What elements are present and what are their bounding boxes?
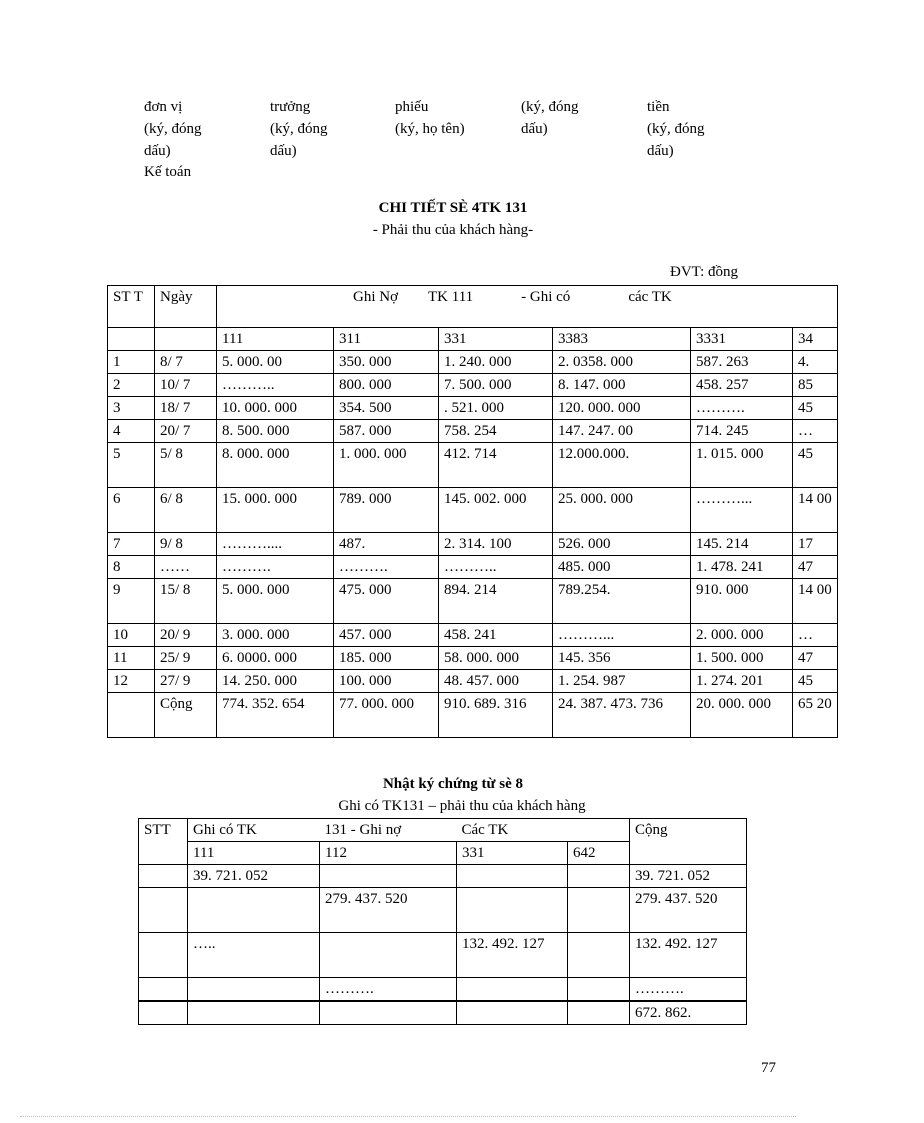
- table-cell: 20. 000. 000: [691, 693, 793, 738]
- table-cell: 77. 000. 000: [334, 693, 439, 738]
- table-cell: 47: [793, 556, 838, 579]
- table-cell: [188, 1001, 320, 1025]
- table-cell: 800. 000: [334, 374, 439, 397]
- table-cell: 910. 000: [691, 579, 793, 624]
- table-cell: 475. 000: [334, 579, 439, 624]
- table-cell: 487.: [334, 533, 439, 556]
- table-cell: 2. 000. 000: [691, 624, 793, 647]
- table-cell: 5: [108, 443, 155, 488]
- table-row: [139, 978, 747, 1002]
- account-cell: 112: [320, 842, 457, 865]
- table-cell: 789.254.: [553, 579, 691, 624]
- account-cell: [108, 328, 155, 351]
- table-cell: …: [793, 624, 838, 647]
- ledger-table: [107, 285, 838, 738]
- table-cell: ……….: [320, 978, 457, 1002]
- signature-line: (ký, đóng: [270, 121, 328, 137]
- table-cell: 1. 478. 241: [691, 556, 793, 579]
- table-row: [108, 488, 838, 533]
- table-cell: 11: [108, 647, 155, 670]
- table-cell: 8/ 7: [155, 351, 217, 374]
- table-cell: 20/ 7: [155, 420, 217, 443]
- table-cell: 2. 0358. 000: [553, 351, 691, 374]
- table-cell: [320, 865, 457, 888]
- table-row: [139, 865, 747, 888]
- column-header: Các TK: [457, 819, 568, 842]
- table-cell: [457, 865, 568, 888]
- table-cell: [139, 865, 188, 888]
- table-cell: [139, 978, 188, 1002]
- table2-subtitle: Ghi có TK131 – phải thu của khách hàng: [338, 798, 586, 814]
- table-cell: 100. 000: [334, 670, 439, 693]
- table-cell: 1: [108, 351, 155, 374]
- table-cell: 132. 492. 127: [457, 933, 568, 978]
- table2-title: Nhật ký chứng từ sè 8: [382, 776, 524, 792]
- table-cell: 145. 002. 000: [439, 488, 553, 533]
- table-cell: 145. 214: [691, 533, 793, 556]
- table-cell: 3: [108, 397, 155, 420]
- table-cell: 4: [108, 420, 155, 443]
- header-fragment: TK 111: [428, 289, 474, 305]
- column-header: ST T: [108, 286, 155, 328]
- table-cell: ………..: [439, 556, 553, 579]
- table-cell: 85: [793, 374, 838, 397]
- table-cell: 14 00: [793, 488, 838, 533]
- table-cell: 714. 245: [691, 420, 793, 443]
- header-fragment: Ghi Nợ: [353, 289, 399, 305]
- table-row: [108, 397, 838, 420]
- table-cell: [139, 888, 188, 933]
- table-row: [108, 443, 838, 488]
- account-cell: [155, 328, 217, 351]
- table-cell: 894. 214: [439, 579, 553, 624]
- table-cell: 774. 352. 654: [217, 693, 334, 738]
- table-cell: 3. 000. 000: [217, 624, 334, 647]
- account-cell: 111: [188, 842, 320, 865]
- table-cell: 25. 000. 000: [553, 488, 691, 533]
- table-cell: 17: [793, 533, 838, 556]
- signature-line: dấu): [270, 143, 297, 159]
- table-row: [139, 1001, 747, 1025]
- signature-line: dấu): [521, 121, 548, 137]
- table-cell: 1. 274. 201: [691, 670, 793, 693]
- table-cell: 8: [108, 556, 155, 579]
- unit-label: ĐVT: đồng: [670, 264, 738, 280]
- table-cell: 5. 000. 000: [217, 579, 334, 624]
- signature-line: phiếu: [395, 99, 429, 115]
- table-cell: [108, 693, 155, 738]
- table-cell: 7. 500. 000: [439, 374, 553, 397]
- account-cell: 642: [568, 842, 630, 865]
- account-row: [108, 328, 838, 351]
- table-cell: ………...: [691, 488, 793, 533]
- table-cell: 20/ 9: [155, 624, 217, 647]
- table-row: [108, 533, 838, 556]
- column-header: Cộng: [630, 819, 747, 865]
- column-header: Ghi có TK: [188, 819, 320, 842]
- table-cell: 25/ 9: [155, 647, 217, 670]
- table-row: [108, 351, 838, 374]
- table-cell: 485. 000: [553, 556, 691, 579]
- table-cell: 7: [108, 533, 155, 556]
- table-cell: [320, 1001, 457, 1025]
- table-header-row: [139, 819, 747, 842]
- table-cell: 185. 000: [334, 647, 439, 670]
- table-cell: . 521. 000: [439, 397, 553, 420]
- table-cell: 1. 254. 987: [553, 670, 691, 693]
- account-cell: 111: [217, 328, 334, 351]
- header-fragment: - Ghi có: [521, 289, 571, 305]
- table-cell: 15. 000. 000: [217, 488, 334, 533]
- signature-line: dấu): [144, 143, 171, 159]
- table-cell: 65 20: [793, 693, 838, 738]
- table-cell: 45: [793, 443, 838, 488]
- signature-line: (ký, họ tên): [395, 121, 465, 137]
- account-cell: 331: [439, 328, 553, 351]
- table-row: [108, 556, 838, 579]
- table-cell: ………....: [217, 533, 334, 556]
- table-cell: 354. 500: [334, 397, 439, 420]
- signature-line: trưởng: [270, 99, 311, 115]
- table-cell: 6: [108, 488, 155, 533]
- table-cell: 8. 147. 000: [553, 374, 691, 397]
- table-row: [139, 933, 747, 978]
- table-cell: [188, 888, 320, 933]
- table-row: [108, 579, 838, 624]
- table-cell: 39. 721. 052: [630, 865, 747, 888]
- table-row: [108, 647, 838, 670]
- table-cell: 147. 247. 00: [553, 420, 691, 443]
- table-cell: 5/ 8: [155, 443, 217, 488]
- ke-toan-label: Kế toán: [144, 164, 192, 180]
- table-cell: 145. 356: [553, 647, 691, 670]
- table1-subtitle: - Phải thu của khách hàng-: [372, 222, 534, 238]
- table-cell: [139, 1001, 188, 1025]
- table-cell: [568, 865, 630, 888]
- table-header-row: [108, 286, 838, 328]
- table-cell: 350. 000: [334, 351, 439, 374]
- table-cell: 120. 000. 000: [553, 397, 691, 420]
- table-cell: 39. 721. 052: [188, 865, 320, 888]
- signature-col: [521, 96, 579, 140]
- table-cell: 12: [108, 670, 155, 693]
- column-header: 131 - Ghi nợ: [320, 819, 457, 842]
- table-cell: 8. 500. 000: [217, 420, 334, 443]
- table-cell: 9: [108, 579, 155, 624]
- table-cell: 457. 000: [334, 624, 439, 647]
- table-cell: 27/ 9: [155, 670, 217, 693]
- table-cell: [568, 888, 630, 933]
- table-cell: 1. 240. 000: [439, 351, 553, 374]
- table-cell: ……….: [217, 556, 334, 579]
- page-footer-rule: [20, 1116, 796, 1117]
- table-cell: ………..: [217, 374, 334, 397]
- table-cell: 10/ 7: [155, 374, 217, 397]
- table-cell: 1. 500. 000: [691, 647, 793, 670]
- journal-table: [138, 818, 747, 1025]
- table-row: [139, 888, 747, 933]
- table-cell: …: [793, 420, 838, 443]
- table-cell: 47: [793, 647, 838, 670]
- table-cell: 14. 250. 000: [217, 670, 334, 693]
- table-cell: 2. 314. 100: [439, 533, 553, 556]
- table-cell: 910. 689. 316: [439, 693, 553, 738]
- signature-line: đơn vị: [144, 99, 183, 115]
- table-cell: ……….: [334, 556, 439, 579]
- table-cell: [188, 978, 320, 1002]
- table-cell: 587. 000: [334, 420, 439, 443]
- table-cell: 458. 257: [691, 374, 793, 397]
- account-cell: 3383: [553, 328, 691, 351]
- table-cell: 789. 000: [334, 488, 439, 533]
- table-row: [108, 374, 838, 397]
- table-cell: [568, 978, 630, 1002]
- signature-line: tiền: [647, 99, 670, 115]
- table-cell: 4.: [793, 351, 838, 374]
- column-header: Ngày: [155, 286, 217, 328]
- table-cell: 2: [108, 374, 155, 397]
- table-cell: 279. 437. 520: [630, 888, 747, 933]
- table-cell: 412. 714: [439, 443, 553, 488]
- table-cell: …..: [188, 933, 320, 978]
- page-number: 77: [761, 1060, 776, 1076]
- table-cell: [320, 933, 457, 978]
- table-cell: 14 00: [793, 579, 838, 624]
- table-cell: ……….: [630, 978, 747, 1002]
- table-cell: 10: [108, 624, 155, 647]
- table-cell: 672. 862.: [630, 1001, 747, 1025]
- table-cell: 45: [793, 397, 838, 420]
- account-cell: 331: [457, 842, 568, 865]
- column-header: [568, 819, 630, 842]
- table-row: [108, 693, 838, 738]
- signature-col: [647, 96, 705, 162]
- table-cell: 526. 000: [553, 533, 691, 556]
- table-cell: 24. 387. 473. 736: [553, 693, 691, 738]
- table1-title: CHI TIẾT SÈ 4TK 131: [378, 200, 528, 216]
- table-cell: [457, 1001, 568, 1025]
- table-cell: 48. 457. 000: [439, 670, 553, 693]
- table-cell: [457, 978, 568, 1002]
- table-cell: [457, 888, 568, 933]
- column-header-group: [217, 286, 838, 328]
- table-cell: Cộng: [155, 693, 217, 738]
- account-cell: 3331: [691, 328, 793, 351]
- table-cell: 10. 000. 000: [217, 397, 334, 420]
- table-cell: 458. 241: [439, 624, 553, 647]
- signature-line: dấu): [647, 143, 674, 159]
- table-cell: 12.000.000.: [553, 443, 691, 488]
- table-cell: 1. 015. 000: [691, 443, 793, 488]
- table-cell: 758. 254: [439, 420, 553, 443]
- table-cell: 45: [793, 670, 838, 693]
- table-row: [108, 420, 838, 443]
- table-cell: 9/ 8: [155, 533, 217, 556]
- table-cell: 6. 0000. 000: [217, 647, 334, 670]
- account-cell: 311: [334, 328, 439, 351]
- table-cell: ……: [155, 556, 217, 579]
- table-cell: 1. 000. 000: [334, 443, 439, 488]
- signature-line: (ký, đóng: [144, 121, 202, 137]
- header-fragment: các TK: [628, 289, 672, 305]
- table-cell: [568, 933, 630, 978]
- table-cell: 6/ 8: [155, 488, 217, 533]
- account-cell: 34: [793, 328, 838, 351]
- column-header: STT: [139, 819, 188, 865]
- signature-line: (ký, đóng: [521, 99, 579, 115]
- table-cell: 132. 492. 127: [630, 933, 747, 978]
- table-cell: 8. 000. 000: [217, 443, 334, 488]
- table-row: [108, 670, 838, 693]
- table-cell: [139, 933, 188, 978]
- table-cell: [568, 1001, 630, 1025]
- table-cell: 279. 437. 520: [320, 888, 457, 933]
- table-cell: 58. 000. 000: [439, 647, 553, 670]
- signature-col: [395, 96, 465, 140]
- table-cell: 15/ 8: [155, 579, 217, 624]
- table-cell: 587. 263: [691, 351, 793, 374]
- table-cell: ……….: [691, 397, 793, 420]
- signature-col: [144, 96, 202, 162]
- table-cell: 5. 000. 00: [217, 351, 334, 374]
- signature-col: [270, 96, 328, 162]
- table-cell: 18/ 7: [155, 397, 217, 420]
- signature-line: (ký, đóng: [647, 121, 705, 137]
- table-row: [108, 624, 838, 647]
- table-cell: ………...: [553, 624, 691, 647]
